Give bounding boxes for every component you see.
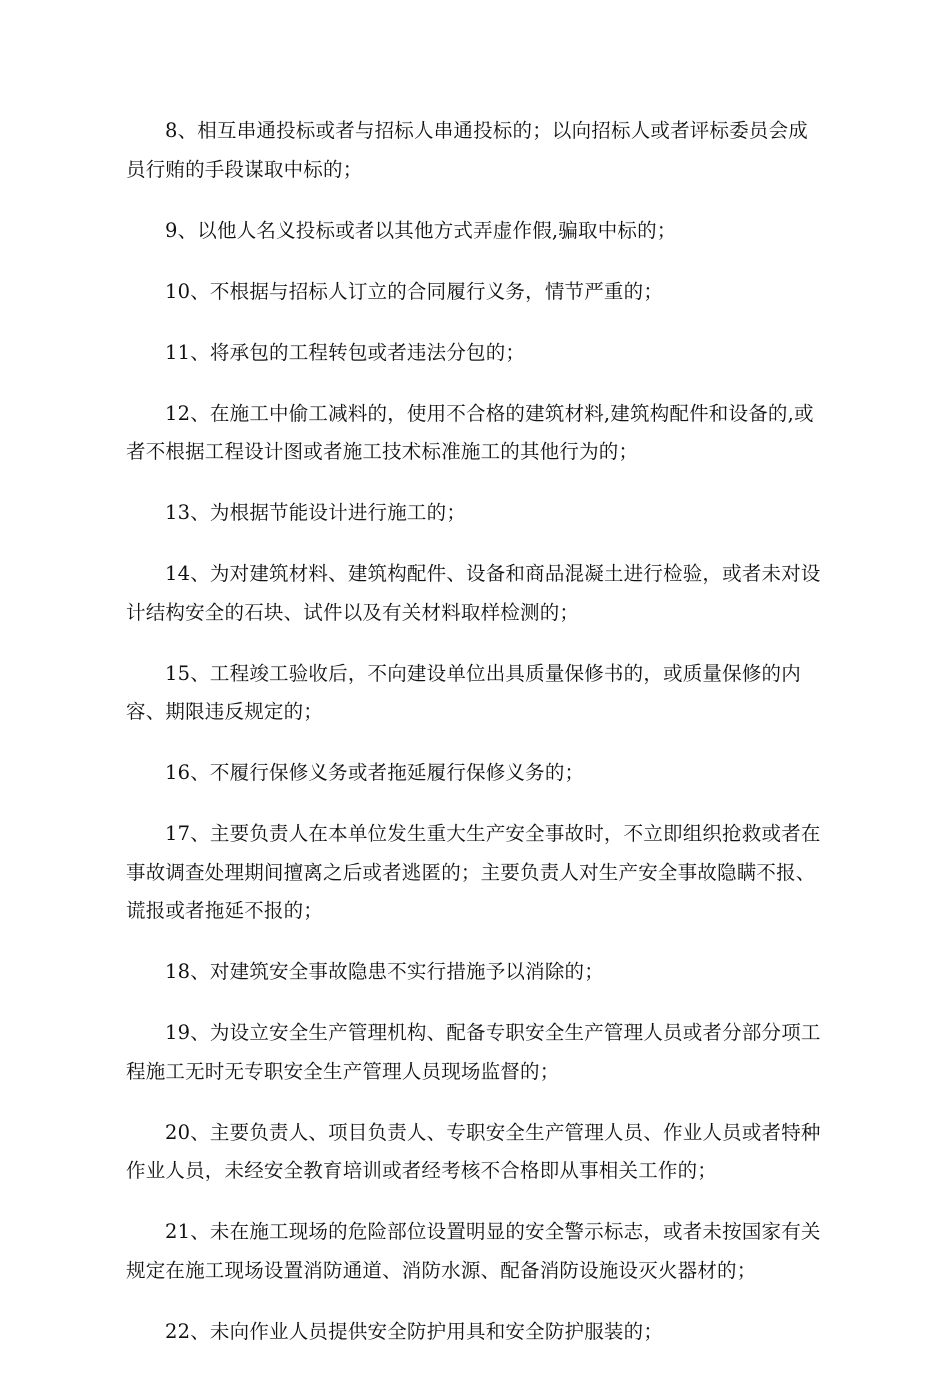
list-item-20: 20、主要负责人、项目负责人、专职安全生产管理人员、作业人员或者特种作业人员，未经安全教育培训或者经考核不合格即从事相关工作的； xyxy=(126,1120,821,1182)
list-item-18: 18、对建筑安全事故隐患不实行措施予以消除的； xyxy=(165,960,604,983)
list-item-14: 14、为对建筑材料、建筑构配件、设备和商品混凝土进行检验，或者未对设计结构安全的石块、试件以及有关材料取样检测的； xyxy=(126,562,821,624)
list-item-21: 21、未在施工现场的危险部位设置明显的安全警示标志，或者未按国家有关规定在施工现场设置消防通道、消防水源、配备消防设施设灭火器材的； xyxy=(126,1220,821,1282)
list-item-16: 16、不履行保修义务或者拖延履行保修义务的； xyxy=(165,761,585,784)
list-item-10: 10、不根据与招标人订立的合同履行义务，情节严重的； xyxy=(165,279,664,303)
list-item-22: 22、未向作业人员提供安全防护用具和安全防护服装的； xyxy=(165,1319,664,1343)
list-item-9: 9、以他人名义投标或者以其他方式弄虚作假,骗取中标的； xyxy=(165,218,677,242)
list-item-12: 12、在施工中偷工减料的，使用不合格的建筑材料,建筑构配件和设备的,或者不根据工程设计图或者施工技术标准施工的其他行为的； xyxy=(126,401,814,463)
document-body xyxy=(126,112,826,1374)
list-item-11: 11、将承包的工程转包或者违法分包的； xyxy=(165,340,526,364)
list-item-17: 17、主要负责人在本单位发生重大生产安全事故时，不立即组织抢救或者在事故调查处理期间擅离之后或者逃匿的；主要负责人对生产安全事故隐瞒不报、谎报或者拖延不报的； xyxy=(126,822,821,922)
list-item-8: 8、相互串通投标或者与招标人串通投标的；以向招标人或者评标委员会成员行贿的手段谋取中标的； xyxy=(126,119,809,181)
list-item-15: 15、工程竣工验收后，不向建设单位出具质量保修书的，或质量保修的内容、期限违反规定的； xyxy=(126,661,801,723)
list-item-19: 19、为设立安全生产管理机构、配备专职安全生产管理人员或者分部分项工程施工无时无专职安全生产管理人员现场监督的； xyxy=(126,1021,821,1083)
list-item-13: 13、为根据节能设计进行施工的； xyxy=(165,501,467,524)
